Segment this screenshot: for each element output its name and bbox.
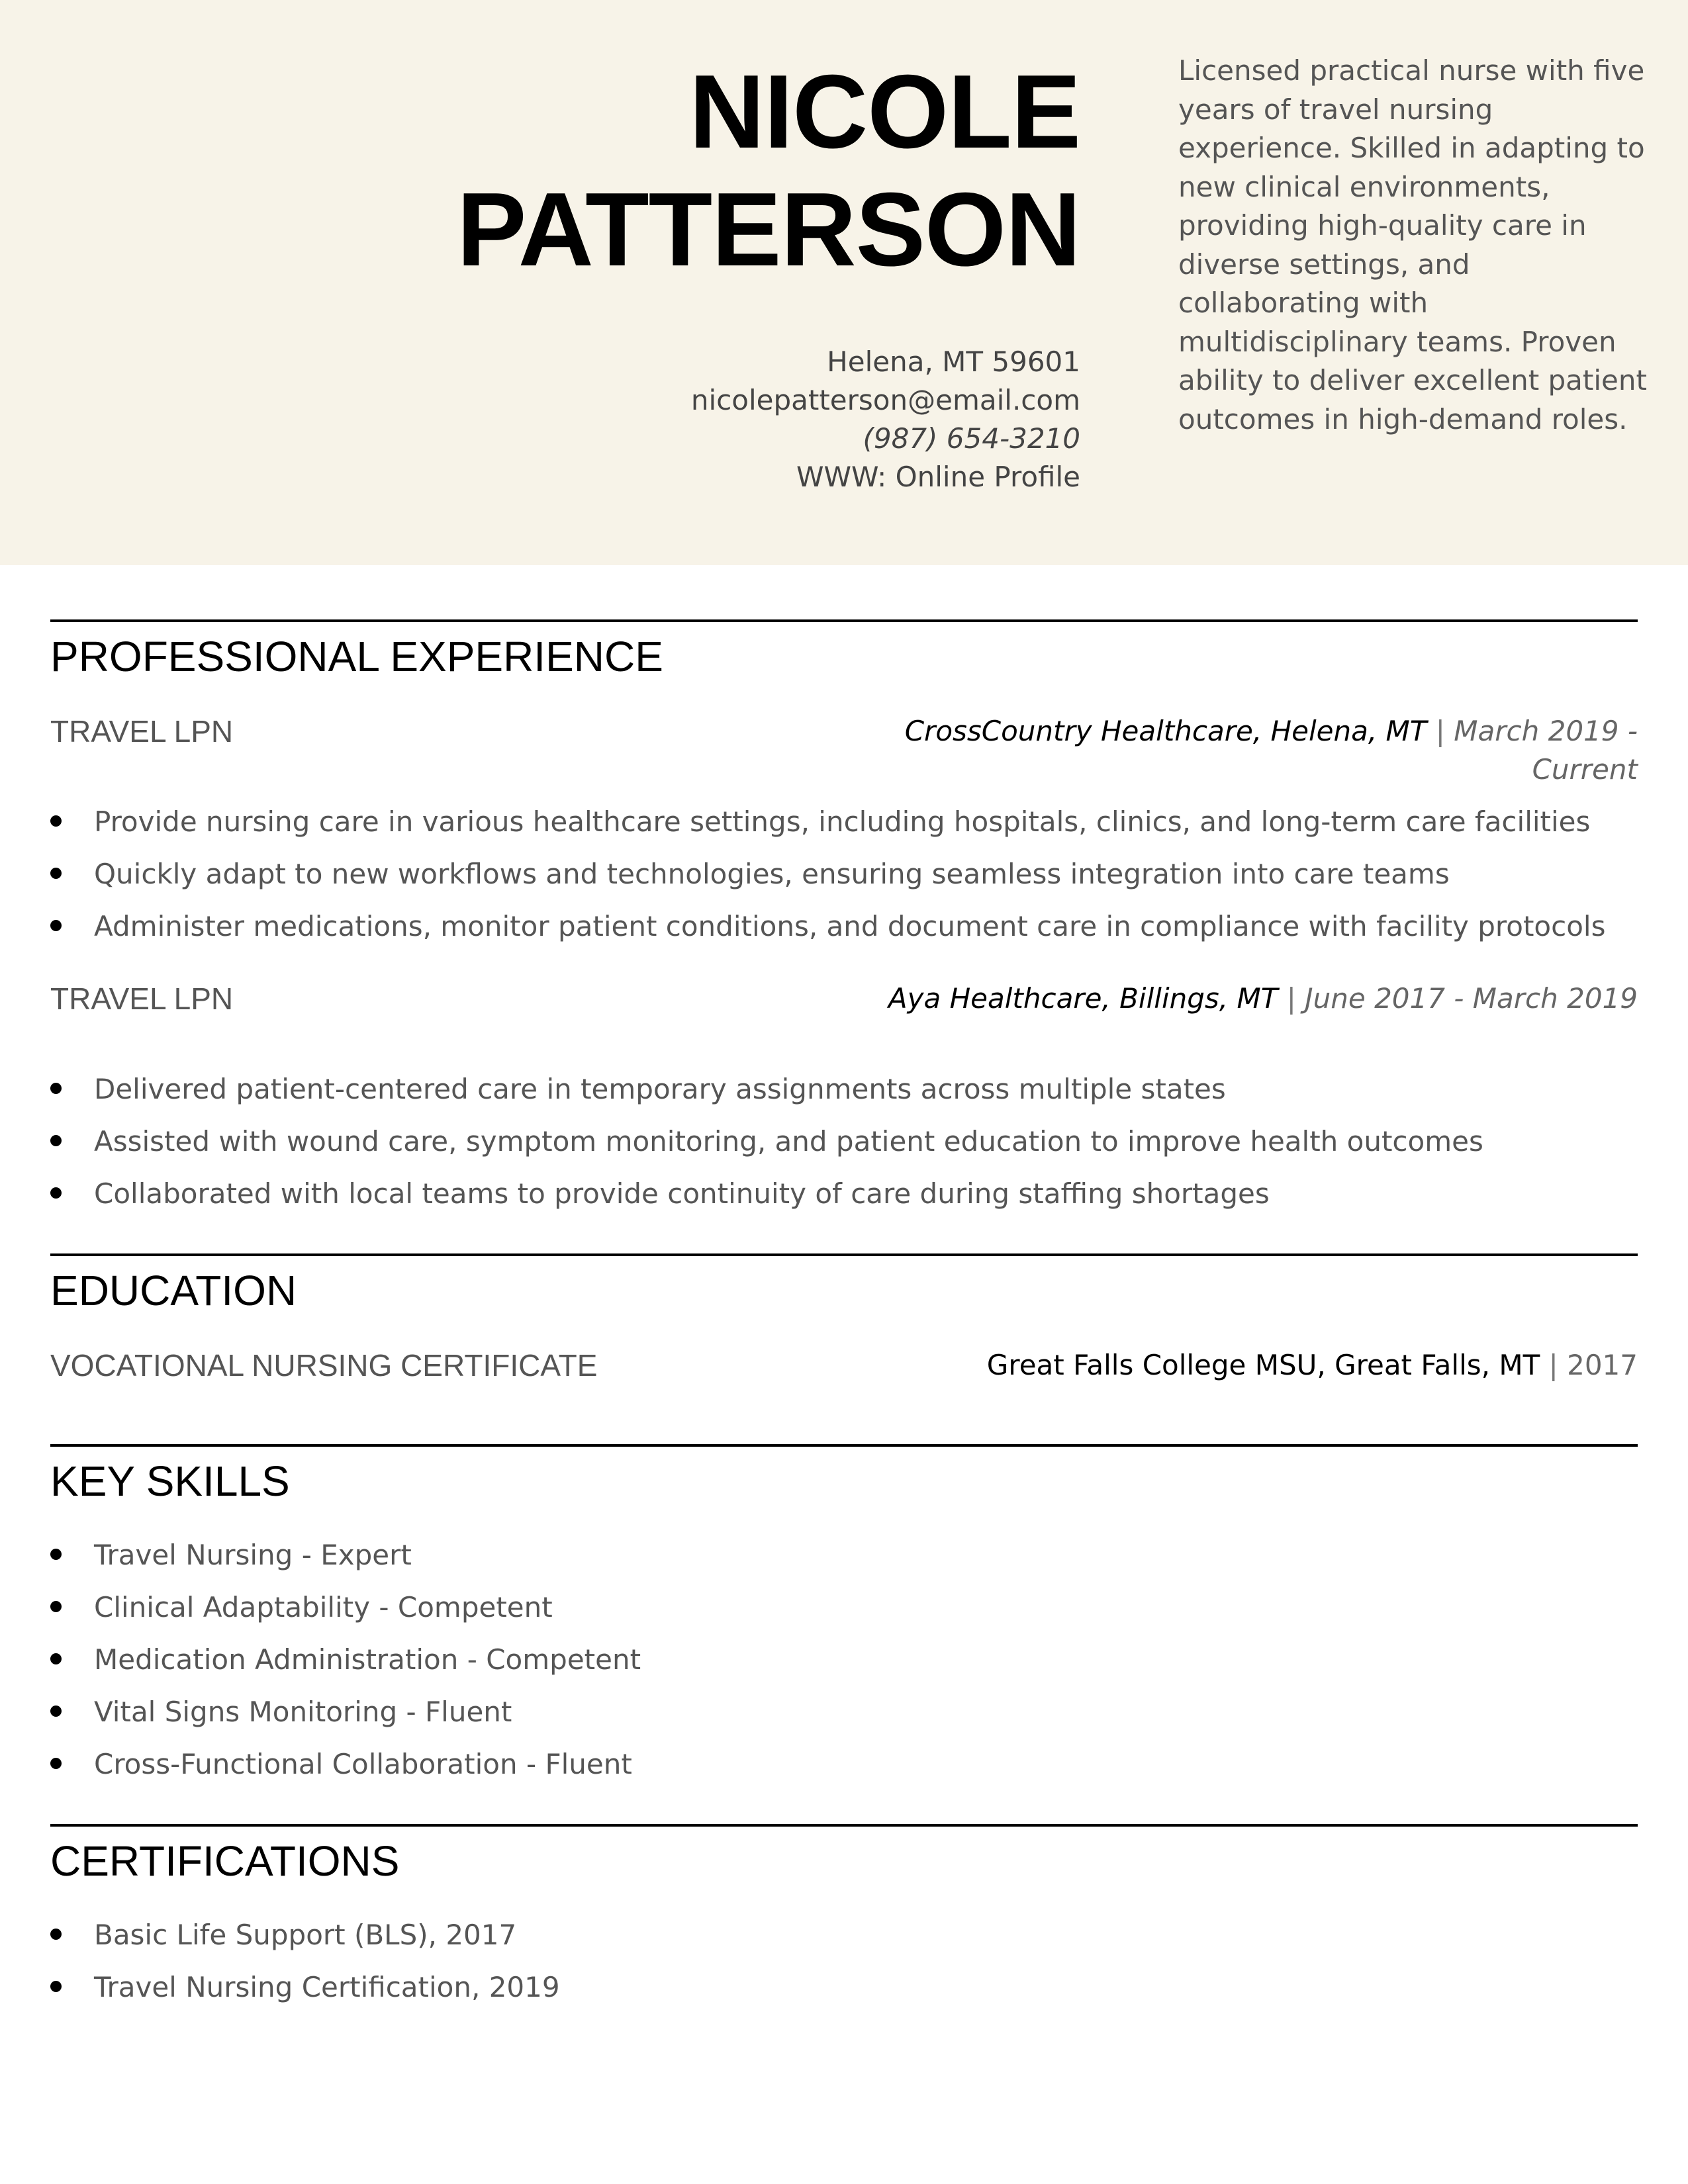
list-item: Provide nursing care in various healthcare settings, including hospitals, clinics, and long-term care facilities xyxy=(50,796,1605,848)
job-bullets xyxy=(50,1063,1483,1220)
list-item: Clinical Adaptability - Competent xyxy=(50,1581,641,1633)
section-title: KEY SKILLS xyxy=(50,1457,290,1505)
list-item: Collaborated with local teams to provide continuity of care during staffing shortages xyxy=(50,1167,1483,1220)
bullet-icon xyxy=(50,1981,62,1992)
separator: | xyxy=(1548,1349,1558,1381)
bullet-icon xyxy=(50,1187,62,1199)
employer: CrossCountry Healthcare, Helena, MT xyxy=(904,715,1427,747)
bullet-icon xyxy=(50,920,62,931)
bullet-icon xyxy=(50,1083,62,1094)
education-section xyxy=(50,1253,1638,1383)
experience-section xyxy=(50,619,1638,1210)
section-title: PROFESSIONAL EXPERIENCE xyxy=(50,633,663,680)
bullet-icon xyxy=(50,1653,62,1664)
section-title: CERTIFICATIONS xyxy=(50,1837,400,1885)
bullet-icon xyxy=(50,1549,62,1560)
list-item: Cross-Functional Collaboration - Fluent xyxy=(50,1738,641,1790)
header-banner xyxy=(0,0,1688,565)
email: nicolepatterson@email.com xyxy=(690,384,1080,416)
employer: Aya Healthcare, Billings, MT xyxy=(888,982,1278,1015)
bullet-icon xyxy=(50,1929,62,1940)
dates: March 2019 - Current xyxy=(1454,715,1638,786)
list-item: Medication Administration - Competent xyxy=(50,1633,641,1686)
education-meta xyxy=(876,1346,1638,1385)
last-name: PATTERSON xyxy=(457,171,1080,288)
phone: (987) 654-3210 xyxy=(863,422,1080,455)
dates: June 2017 - March 2019 xyxy=(1305,982,1638,1015)
list-item: Travel Nursing - Expert xyxy=(50,1529,641,1581)
certifications-list xyxy=(50,1909,560,2013)
skills-list xyxy=(50,1529,641,1790)
certifications-section xyxy=(50,1824,1638,2003)
website-link[interactable]: WWW: Online Profile xyxy=(796,461,1080,493)
list-item: Travel Nursing Certification, 2019 xyxy=(50,1961,560,2013)
list-item: Vital Signs Monitoring - Fluent xyxy=(50,1686,641,1738)
job-title: TRAVEL LPN xyxy=(50,981,234,1016)
list-item: Quickly adapt to new workflows and technologies, ensuring seamless integration into care teams xyxy=(50,848,1605,900)
candidate-name xyxy=(457,53,1080,289)
bullet-icon xyxy=(50,815,62,827)
bullet-icon xyxy=(50,868,62,879)
job-title: TRAVEL LPN xyxy=(50,714,234,749)
skills-section xyxy=(50,1444,1638,1780)
list-item: Administer medications, monitor patient conditions, and document care in compliance with facility protocols xyxy=(50,900,1605,952)
job-meta xyxy=(876,712,1638,789)
summary: Licensed practical nurse with five years of travel nursing experience. Skilled in adapting to new clinical environments, providing high-quality care in diverse settings, and collaborating with multidisciplinary teams. Proven ability to deliver excellent patient outcomes in high-demand roles. xyxy=(1178,54,1647,435)
graduation-year: 2017 xyxy=(1567,1349,1638,1381)
section-title: EDUCATION xyxy=(50,1267,297,1314)
contact-info xyxy=(691,343,1080,496)
job-bullets xyxy=(50,796,1605,952)
list-item: Delivered patient-centered care in temporary assignments across multiple states xyxy=(50,1063,1483,1115)
list-item: Assisted with wound care, symptom monitoring, and patient education to improve health outcomes xyxy=(50,1115,1483,1167)
separator: | xyxy=(1435,715,1445,747)
location: Helena, MT 59601 xyxy=(827,345,1080,378)
separator: | xyxy=(1286,982,1296,1015)
bullet-icon xyxy=(50,1706,62,1717)
job-meta xyxy=(876,979,1638,1018)
bullet-icon xyxy=(50,1135,62,1146)
degree: VOCATIONAL NURSING CERTIFICATE xyxy=(50,1348,598,1383)
list-item: Basic Life Support (BLS), 2017 xyxy=(50,1909,560,1961)
bullet-icon xyxy=(50,1601,62,1612)
school: Great Falls College MSU, Great Falls, MT xyxy=(986,1349,1540,1381)
first-name: NICOLE xyxy=(689,54,1080,170)
bullet-icon xyxy=(50,1758,62,1769)
